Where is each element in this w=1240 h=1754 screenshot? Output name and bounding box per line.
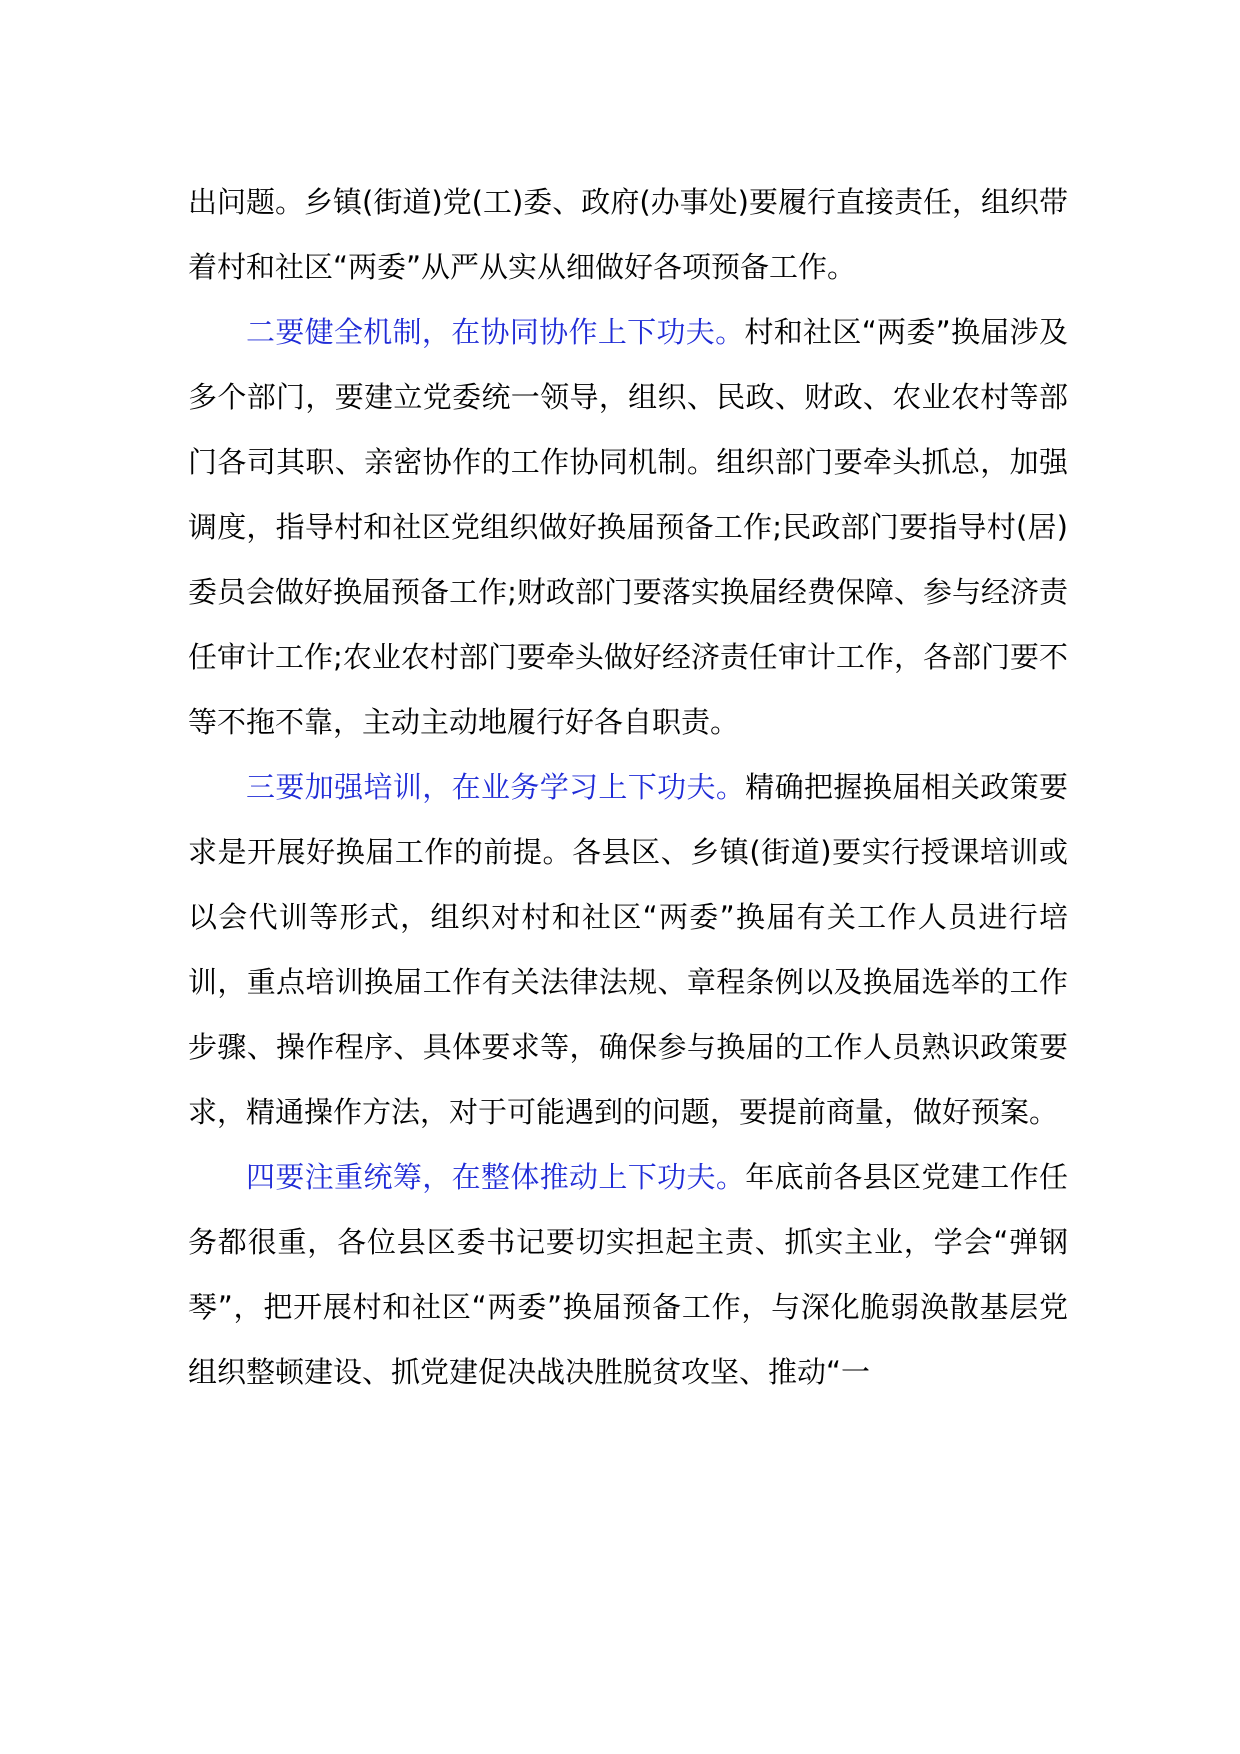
- paragraph-2: [188, 300, 1068, 755]
- paragraph-4-text: 年底前各县区党建工作任务都很重，各位县区委书记要切实担起主责、抓实主业，学会“弹钢琴”，把开展村和社区“两委”换届预备工作，与深化脆弱涣散基层党组织整顿建设、抓党建促决战决胜脱贫攻坚、推动“一: [188, 1160, 1068, 1389]
- paragraph-2-text: 村和社区“两委”换届涉及多个部门，要建立党委统一领导，组织、民政、财政、农业农村等部门各司其职、亲密协作的工作协同机制。组织部门要牵头抓总，加强调度，指导村和社区党组织做好换届预备工作;民政部门要指导村(居)委员会做好换届预备工作;财政部门要落实换届经费保障、参与经济责任审计工作;农业农村部门要牵头做好经济责任审计工作，各部门要不等不拖不靠，主动主动地履行好各自职责。: [188, 315, 1068, 739]
- paragraph-2-heading: 二要健全机制，在协同协作上下功夫。: [246, 315, 745, 349]
- paragraph-3-text: 精确把握换届相关政策要求是开展好换届工作的前提。各县区、乡镇(街道)要实行授课培训或以会代训等形式，组织对村和社区“两委”换届有关工作人员进行培训，重点培训换届工作有关法律法规、章程条例以及换届选举的工作步骤、操作程序、具体要求等，确保参与换届的工作人员熟识政策要求，精通操作方法，对于可能遇到的问题，要提前商量，做好预案。: [188, 770, 1068, 1129]
- paragraph-3-heading: 三要加强培训，在业务学习上下功夫。: [246, 770, 746, 804]
- paragraph-1: [188, 170, 1068, 300]
- document-page: [188, 170, 1068, 1405]
- paragraph-4-heading: 四要注重统筹，在整体推动上下功夫。: [246, 1160, 746, 1194]
- paragraph-1-text: 出问题。乡镇(街道)党(工)委、政府(办事处)要履行直接责任，组织带着村和社区“两委”从严从实从细做好各项预备工作。: [188, 185, 1068, 284]
- paragraph-4: [188, 1145, 1068, 1405]
- paragraph-3: [188, 755, 1068, 1145]
